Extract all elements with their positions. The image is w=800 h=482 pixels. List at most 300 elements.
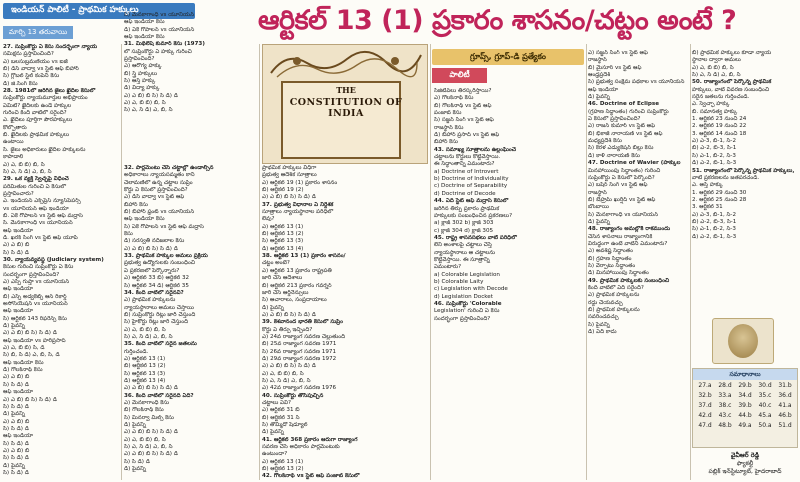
option-text: a) క్లాజ్ 302 b) క్లాజ్ 303 bbox=[434, 220, 494, 227]
option-text: ఎ) ప్రాథమిక హక్కులను bbox=[588, 292, 640, 299]
option-text: ఎ) ఎ, బి బి) బి, సి bbox=[124, 326, 166, 333]
question-text: 37. ప్రభుత్వ విధానాల ఏ నిర్దేశక bbox=[262, 201, 334, 208]
option-text: సి) ఎ, సి డి) ఎ, బి, సి bbox=[262, 377, 311, 384]
option-text: 3. ఆర్టికల్ 31 bbox=[692, 204, 723, 211]
option-text: మధ్యప్రదేశ్ కేసు bbox=[588, 138, 622, 145]
option-text: డి) పైవన్నీ bbox=[124, 422, 146, 429]
text-column-7 bbox=[692, 50, 798, 310]
section-label: ఇండియన్ పాలిటీ - ప్రాథమిక హక్కులు bbox=[3, 3, 195, 19]
option-text: బి) బెహ్రమ్ ఖుర్షీద్ vs స్టేట్ ఆఫ్ bbox=[588, 196, 656, 203]
option-text: ఎ) ఎ, బి బి) బి, సి bbox=[124, 436, 166, 443]
option-text: కాపాడాలి bbox=[3, 154, 24, 161]
option-text: సి) తొమ్మిదో షెడ్యూల్ bbox=[262, 422, 308, 429]
question-text: 36. కింది వాటిలో సరైనది ఏది? bbox=[124, 392, 194, 399]
answer-cell: 43.c bbox=[718, 412, 732, 419]
option-text: ఆఫ్ ఇండియా bbox=[3, 227, 34, 234]
option-text: సూత్రాలు న్యాయస్థానాల పరిధిలో bbox=[262, 209, 334, 216]
option-text: సి) సి డి) డి bbox=[3, 455, 29, 462]
option-text: ఆఫ్ ఇండియా bbox=[3, 286, 34, 293]
constitution-image bbox=[262, 44, 428, 164]
option-text: ఎ) ఎ బి) బి bbox=[3, 242, 30, 249]
answer-cell: 41.a bbox=[778, 402, 792, 409]
option-text: లేని అంశాలపై చట్టాలు చేస్తే bbox=[434, 242, 492, 249]
option-text: లేవు? bbox=[262, 216, 275, 223]
answer-cell: 45.a bbox=[758, 412, 772, 419]
option-text: బి) ప్రాథమిక హక్కులను bbox=[588, 307, 640, 314]
option-text: d) Doctrine of Decode bbox=[434, 190, 496, 197]
text-column-3 bbox=[124, 165, 258, 480]
option-text: c) క్లాజ్ 304 d) క్లాజ్ 305 bbox=[434, 227, 494, 234]
option-text: ఎ) మేనకాగాంధీ కేసు bbox=[124, 400, 170, 406]
option-text: చెలామణిలో ఉన్న చట్టాల సుప్రీం bbox=[124, 179, 193, 186]
option-text: బీహార్ కేసు bbox=[434, 139, 458, 146]
option-text: సి) సజ్జన్ సింగ్ vs స్టేట్ ఆఫ్ bbox=[434, 117, 494, 124]
option-text: సి) ఆర్టికల్ 143 రిఫరెన్స్ కేసు bbox=[3, 315, 67, 322]
option-text: జారీ చేసే ఆర్డినెన్సులు bbox=[262, 289, 309, 296]
option-text: అసోసియేషన్ vs యూనియన్ bbox=[3, 301, 68, 308]
option-text: ఎ) ఎ-3, బి-1, సి-2 bbox=[692, 138, 736, 145]
option-text: బి) బీహార్ ఫ్రంట్ vs యూనియన్ bbox=[124, 209, 195, 216]
option-text: సి) ఎ, సి డి) ఎ, బి, సి bbox=[124, 333, 173, 340]
option-text: సి) ఎ, సి డి) ఎ, బి, సి bbox=[3, 168, 52, 175]
option-text: ఎ) ఎ, బి బి) సి, డి bbox=[3, 345, 45, 352]
option-text: విరుద్ధంగా ఉంటే వాటిని ఏమంటారు? bbox=[588, 240, 668, 247]
question-text: 43. సమాఖ్య సూత్రాలను ఉల్లంఘించే bbox=[434, 146, 516, 153]
option-text: సి) సి డి) డి bbox=[3, 403, 29, 410]
option-text: బి. ఏకే గోపాలన్ vs స్టేట్ ఆఫ్ మద్రాస్ bbox=[3, 212, 83, 219]
answer-cell: 30.d bbox=[758, 382, 772, 389]
option-text: 1. ఆర్టికల్ 29 నుంచి 30 bbox=[692, 189, 747, 196]
author-org: పబ్లిక్ ఇన్‌స్టిట్యూట్, హైదరాబాద్ bbox=[708, 468, 782, 475]
option-text: బి) ఆర్టికల్ 13 (2) bbox=[124, 363, 166, 370]
option-text: బి) భికాజీ నారాయణ్ vs స్టేట్ ఆఫ్ bbox=[588, 130, 663, 137]
option-text: కోల్పోతారు bbox=[3, 124, 27, 131]
option-text: బి) గ్రహణ సిద్ధాంతం bbox=[588, 255, 632, 262]
question-text: 40. సుప్రీంకోర్టు తోసిపుచ్చిన bbox=[262, 392, 324, 399]
option-text: బి) ఆర్టికల్ 19 (2) bbox=[262, 187, 304, 194]
option-text: సి) హైకోర్టు రిట్లు జారీ చేస్తుంది bbox=[124, 319, 189, 326]
answer-cell: 35.c bbox=[758, 392, 772, 399]
option-text: ఎ. ఖైదీలు పూర్తిగా పౌరహక్కులు bbox=[3, 117, 73, 124]
answer-cell: 47.d bbox=[698, 422, 712, 429]
option-text: సీజిటివ్‌లు తిరస్కరిస్తాయి? bbox=[434, 88, 492, 94]
option-text: డి) ఏదీ కాదు bbox=[588, 329, 617, 336]
author-photo bbox=[712, 318, 774, 364]
answer-cell: 40.c bbox=[758, 402, 772, 409]
option-text: డి) విద్యా హక్కు bbox=[124, 85, 160, 92]
question-text: 35. కింది వాటిలో సరైన జతలను bbox=[124, 341, 197, 348]
answer-cell: 44.b bbox=[738, 412, 752, 419]
option-text: ఎ) బలసుబ్రమణియం vs ఐజీ bbox=[3, 58, 68, 65]
groups-tag: గ్రూప్స్, గ్రూప్-డి ప్రత్యేకం bbox=[432, 49, 584, 65]
question-text: 39. కేశవానంద భారతి కేసులో సుప్రీం bbox=[262, 319, 343, 326]
option-text: కొట్టివేస్తాయి. ఈ సూత్రాన్ని bbox=[434, 256, 490, 263]
option-text: ఎ) ఎ బి) బి సి) సి డి) డి bbox=[124, 385, 178, 392]
option-text: ఉంటాయి bbox=[3, 139, 24, 146]
option-text: ఎ) ఆర్టికల్ 13 (1) bbox=[262, 223, 304, 230]
option-text: రాజస్థాన్ bbox=[588, 189, 607, 196]
option-text: డి) ఆర్టికల్ 13 (4) bbox=[262, 245, 304, 252]
option-text: ఆంధ్రప్రదేశ్ bbox=[588, 72, 611, 79]
option-text: డి) కాళీ నారాయణ్ కేసు bbox=[588, 152, 640, 159]
option-text: d) Legislation Docket bbox=[434, 293, 493, 300]
option-text: స్థానాల ద్వారా అమలు bbox=[692, 57, 741, 64]
option-text: 3. ఆర్టికల్ 14 నుంచి 18 bbox=[692, 130, 747, 137]
option-text: సి) సి డి) డి bbox=[3, 249, 29, 256]
option-text: డి) పైవన్నీ bbox=[588, 94, 610, 101]
option-text: b) Doctrine of Individuality bbox=[434, 176, 509, 183]
option-text: సరైన జతలను గుర్తించండి. bbox=[692, 94, 750, 101]
option-text: రాజస్థాన్ కేసు bbox=[434, 124, 464, 131]
option-text: సి) ఆర్టికల్ 13 (3) bbox=[124, 370, 166, 377]
option-text: సి) ఆస్తి హక్కు bbox=[124, 78, 156, 85]
answer-cell: 34.d bbox=[738, 392, 752, 399]
option-text: జారీ చేసే ఆదేశాలు bbox=[262, 275, 303, 282]
option-text: ఎ) ఎ, బి బి) బి, సి bbox=[262, 370, 304, 377]
option-text: బి) సుప్రీంకోర్టు రిట్లు జారీ చేస్తుంది bbox=[124, 311, 196, 318]
option-text: సి) సి డి) డి bbox=[124, 458, 150, 465]
author-credit bbox=[692, 452, 798, 476]
option-text: సుప్రీంకోర్టు ఏ కేసులో పేర్కొంది? bbox=[588, 174, 655, 181]
question-text: 49. ప్రాథమిక హక్కులకు సంబంధించి bbox=[588, 277, 670, 284]
option-text: డి) పైవన్నీ bbox=[588, 218, 610, 225]
option-text: డి) గోలక్‌నాథ్ కేసు bbox=[3, 367, 43, 374]
option-text: ఎ) అవశిష్ట సిద్ధాంతం bbox=[588, 248, 633, 255]
option-text: ప్రస్తావించింది? bbox=[124, 56, 155, 63]
option-text: కింది వాటిలో ఏది సరైంది? bbox=[588, 285, 644, 291]
answer-cell: 37.d bbox=[698, 402, 712, 409]
option-text: కేసుల గురించి సుప్రీంకోర్టు ఏ కేసు bbox=[3, 264, 74, 271]
option-text: సి) ఆర్టికల్ 13 (3) bbox=[262, 238, 304, 245]
option-text: ఎ) ఎస్పీ గుప్తా vs యూనియన్ bbox=[3, 279, 70, 285]
option-text: బి) గోలక్‌నాథ్ కేసు bbox=[124, 407, 164, 414]
option-text: చట్టాలు ఏవి? bbox=[262, 400, 291, 406]
author-role: ఫ్యాకల్టీ bbox=[736, 460, 754, 467]
page-headline: ఆర్టికల్ 13 (1) ప్రకారం శాసనం/చట్టం అంటే ? bbox=[258, 5, 737, 36]
question-text: 44. ఏది స్టేట్ ఆఫ్ మద్రాస్ కేసులో bbox=[434, 198, 509, 205]
question-text: 51. రాజ్యాంగంలో పేర్కొన్న ప్రాథమిక హక్కులు, bbox=[692, 167, 795, 174]
option-text: ప్రస్తావించారు? bbox=[3, 190, 34, 197]
column-divider bbox=[690, 44, 691, 480]
option-text: డి) ఎ-2, బి-1, సి-3 bbox=[692, 233, 737, 240]
option-text: b) Colorable Laity bbox=[434, 278, 484, 285]
option-text: ఎ) సజ్జన్ సింగ్ vs స్టేట్ ఆఫ్ bbox=[588, 50, 648, 56]
option-text: కోర్టు ఏ తీర్పు ఇచ్చింది? bbox=[262, 326, 313, 333]
option-text: ఎ) ఆర్టికల్ 13 (1) bbox=[262, 458, 304, 465]
option-text: డి) ఆర్టికల్ 13 (4) bbox=[124, 377, 166, 384]
option-text: సి) ఎ, సి డి) ఎ, బి, సి bbox=[124, 444, 173, 451]
option-text: డి) పైవన్నీ bbox=[262, 304, 284, 311]
option-text: ఎ. స్వేచ్ఛా హక్కు bbox=[692, 101, 730, 108]
option-text: సి) మేనకాగాంధీ vs యూనియన్ bbox=[124, 12, 195, 18]
option-text: ఆఫ్ ఇండియా కేసు bbox=[124, 34, 165, 41]
option-text: డి) పైవన్నీ bbox=[3, 411, 25, 418]
option-text: సి) గ్లోబల్ స్టీల్ కంపెనీ కేసు bbox=[3, 73, 60, 80]
question-text: 45. రాష్ట్ర శాసనసభలు వాటి పరిధిలో bbox=[434, 234, 517, 241]
option-text: సి) సి డి) డి bbox=[3, 381, 29, 388]
question-text: 50. రాజ్యాంగంలో పేర్కొన్న ప్రాథమిక bbox=[692, 79, 772, 86]
question-text: 48. రాజ్యాంగం అమల్లోకి రాకముందు bbox=[588, 226, 671, 233]
question-text: 28. 1981లో జరిగిన జైలు ఖైదీల కేసులో bbox=[3, 88, 96, 95]
option-text: ఎ) ఎ బి) బి సి) సి డి) డి bbox=[124, 451, 178, 458]
option-text: ఆఫ్ ఇండియా bbox=[588, 86, 619, 93]
question-text: 42. గోలక్‌నాథ్ vs స్టేట్ ఆఫ్ పంజాబ్ కేసులో bbox=[262, 473, 360, 480]
option-text: ఎ) ఎ బి) బి సి) సి డి) డి bbox=[124, 92, 178, 99]
option-text: డి) 29వ రాజ్యాంగ సవరణ 1972 bbox=[262, 355, 337, 362]
column-divider bbox=[430, 44, 431, 480]
question-text: 41. ఆర్టికల్ 368 ప్రకారం ఆరుగా రాజ్యాంగ bbox=[262, 436, 358, 443]
answer-cell: 36.d bbox=[778, 392, 792, 399]
question-text: 30. న్యాయవ్యవస్థ (Judiciary system) bbox=[3, 256, 104, 263]
polity-tag: పాలిటీ bbox=[432, 68, 487, 83]
option-text: బి) డీసీ వాద్వా vs స్టేట్ ఆఫ్ బీహార్ bbox=[3, 66, 79, 73]
option-text: ఎ) ఆర్టికల్ 19 (1) ప్రకారం శాసనం bbox=[262, 179, 338, 186]
portrait-icon bbox=[728, 324, 758, 358]
option-text: ఏ కేసులో ప్రస్తావించింది? bbox=[588, 116, 641, 123]
option-text: సవరణ చేసే అధికారం పార్లమెంటుకు bbox=[262, 444, 340, 451]
option-text: ఎ) బషీర్ సింగ్ vs స్టేట్ ఆఫ్ bbox=[588, 182, 648, 189]
option-text: ఎ) ఎ బి) బి bbox=[3, 447, 30, 454]
question-text: 31. మిథిలేష్ కుమార్ కేసు (1973) bbox=[124, 41, 205, 48]
option-text: ఆఫ్ ఇండియా కేసు bbox=[124, 19, 165, 26]
option-text: ఆఫ్ ఇండియా కేసు bbox=[124, 216, 165, 223]
answers-heading: సమాధానాలు bbox=[693, 369, 797, 380]
option-text: సి) ఎ-1, బి-2, సి-3 bbox=[692, 226, 736, 233]
answer-cell: 29.b bbox=[738, 382, 752, 389]
option-text: డి) సరస్వతీ నదీజలాల కేసు bbox=[124, 238, 185, 245]
option-text: బి) ఎస్సీ అడ్వకేట్స్ ఆన్ రికార్డ్ bbox=[3, 293, 67, 300]
option-text: ఉంటుందా? bbox=[262, 451, 288, 458]
option-text: ప్రాథమిక హక్కులు విధిగా bbox=[262, 165, 317, 171]
option-text: డి) జి.సింగ్ కేసు bbox=[3, 80, 38, 87]
option-text: ప్రభుత్వ ఆదేశిక సూత్రాలు bbox=[262, 172, 317, 179]
author-name: వైవీఆర్ రెడ్డి bbox=[730, 452, 760, 459]
text-column-6 bbox=[588, 50, 688, 480]
text-column-4 bbox=[262, 165, 426, 480]
option-text: బి) ప్రాథమిక హక్కులు కూడా న్యాయ bbox=[692, 50, 772, 56]
option-text: పంజాబ్ కేసు bbox=[434, 110, 462, 117]
option-text: హక్కులకు సంబంధించిన ప్రకరణలు? bbox=[434, 212, 513, 219]
option-text: బీహార్ కేసు bbox=[124, 201, 148, 208]
option-text: బి) మైసూర్ vs స్టేట్ ఆఫ్ bbox=[588, 64, 642, 71]
option-text: ఎ) ఆర్టికల్ 13 ప్రకారం రాష్ట్రపతి bbox=[262, 267, 332, 274]
option-text: సి) బి, సి డి) ఎ, బి, సి, డి bbox=[3, 352, 60, 359]
question-text: 27. సుప్రీంకోర్టు ఏ కేసు సందర్భంగా న్యాయ bbox=[3, 44, 98, 50]
option-text: ఆఫ్ ఇండియా bbox=[3, 308, 34, 315]
option-text: సి) ఆర్టికల్ 34 డి) ఆర్టికల్ 35 bbox=[124, 282, 189, 289]
answer-cell: 51.d bbox=[778, 422, 792, 429]
option-text: గురించి కింది వాటిలో సరైంది? bbox=[3, 110, 67, 117]
option-text: సందర్భంగా ప్రస్తావించింది? bbox=[434, 315, 491, 322]
answer-cell: 38.c bbox=[718, 402, 732, 409]
answer-cell: 48.b bbox=[718, 422, 732, 429]
option-text: పరిమితుల గురించి ఏ కేసులో bbox=[3, 183, 66, 190]
option-text: ఎ) 24వ రాజ్యాంగ సవరణ చెల్లుతుంది bbox=[262, 333, 346, 340]
option-text: డి. ఖరక్ సింగ్ vs స్టేట్ ఆఫ్ యూపీ bbox=[3, 234, 78, 241]
option-text: c) Doctrine of Separability bbox=[434, 183, 508, 190]
option-text: అధికారాలు న్యాయసమ్మతం కాని bbox=[124, 172, 195, 179]
option-text: ఆఫ్ ఇండియా కేసు bbox=[3, 359, 44, 366]
option-text: సి) మినర్వా మిల్స్ కేసు bbox=[124, 414, 174, 421]
question-text: 34. కింది వాటిలో సరైనవి? bbox=[124, 289, 184, 296]
option-text: సి. జైలు అధికారులు ఖైదీల హక్కులను bbox=[3, 146, 86, 153]
option-text: వాటి ప్రకరణలను జతపరచండి. bbox=[692, 174, 760, 181]
option-text: ఎ) ఎ, బి బి) బి, సి bbox=[124, 100, 166, 107]
option-text: హక్కులు, వాటి వివరణ సంబంధించి bbox=[692, 86, 770, 93]
option-text: మినహాయింపు సిద్ధాంతం) గురించి bbox=[588, 167, 661, 174]
option-text: ప్రభుత్వ ఉద్యోగులకు సంబంధించి bbox=[124, 260, 196, 267]
option-text: సి) ప్రభుత్వ సంక్షేమ పథకాల vs యూనియన్ bbox=[588, 79, 685, 86]
option-text: బి) ఆర్టికల్ 31 సి bbox=[262, 414, 300, 421]
option-text: ఎ) ఎ బి) బి సి) సి డి) డి bbox=[3, 396, 57, 403]
option-text: 1. ఆర్టికల్ 23 నుంచి 24 bbox=[692, 116, 747, 123]
option-text: (గ్రహణ సిద్ధాంతం) గురించి సుప్రీంకోర్టు bbox=[588, 108, 669, 115]
option-text: సవరించవచ్చు bbox=[588, 314, 619, 321]
column-divider bbox=[259, 44, 260, 480]
option-text: బి) ఎ-2, బి-3, సి-1 bbox=[692, 218, 737, 225]
option-text: ఎ) ఎ-3, బి-1, సి-2 bbox=[692, 211, 736, 218]
option-text: ఎ. ఆస్తి హక్కు bbox=[692, 182, 723, 189]
answer-cell: 39.b bbox=[738, 402, 752, 409]
image-title-text: CONSTITUTION OF INDIA bbox=[289, 97, 403, 119]
option-text: ఎ) ఆర్టికల్ 13 (1) bbox=[124, 355, 166, 362]
option-text: బి. ఖైదీలకు ప్రాథమిక హక్కులు bbox=[3, 132, 70, 139]
option-text: బొంబాయి bbox=[588, 204, 609, 211]
option-text: సి) ఎ, సి డి) ఎ, బి, సి bbox=[692, 72, 741, 79]
option-text: ఎ) ఎ బి) బి సి) సి డి) డి bbox=[124, 245, 178, 252]
option-text: బి) స్త్రీ హక్కులు bbox=[124, 70, 158, 77]
answer-cell: 33.a bbox=[718, 392, 732, 399]
option-text: ఎ) ఎ, బి బి) బి, సి bbox=[692, 64, 734, 71]
text-column-2 bbox=[124, 12, 258, 116]
option-text: ఎ) 42వ రాజ్యాంగ సవరణ 1976 bbox=[262, 385, 337, 392]
option-text: ఆఫ్ ఇండియా vs హరిప్రసాద్ bbox=[3, 337, 66, 344]
option-text: డి) ఏకే గోపాలన్ vs యూనియన్ bbox=[124, 26, 195, 33]
option-text: ఏ ప్రకరణలో పేర్కొన్నారు? bbox=[124, 267, 180, 274]
question-text: 38. ఆర్టికల్ 13 (1) ప్రకారం శాసనం/ bbox=[262, 253, 346, 260]
option-text: న్యాయస్థానాలు ఆ చట్టాలను bbox=[434, 249, 496, 256]
option-text: సి) వేర్పాటు సిద్ధాంతం bbox=[588, 262, 636, 269]
option-text: Legislation' గురించి ఏ కేసు bbox=[434, 308, 500, 315]
option-text: సుప్రీంకోర్టు న్యాయమూర్తుల అభిప్రాయం bbox=[3, 95, 88, 102]
text-column-5 bbox=[434, 88, 584, 480]
option-text: సి) ఎ-1, బి-2, సి-3 bbox=[692, 152, 736, 159]
option-text: సి) ఏకే గోపాలన్ vs స్టేట్ ఆఫ్ మద్రాస్ bbox=[124, 223, 204, 230]
answers-box bbox=[692, 368, 798, 448]
option-text: a) Doctrine of Introvert bbox=[434, 168, 499, 175]
question-text: 47. Doctrine of Wavier (హక్కుల bbox=[588, 160, 681, 167]
option-text: డి) పైవన్నీ bbox=[3, 323, 25, 330]
option-text: బి) ఆర్టికల్ 13 (2) bbox=[262, 466, 304, 473]
option-text: సి) మేనకాగాంధీ vs యూనియన్ bbox=[588, 211, 659, 218]
option-text: ఎ) ఎ బి) బి సి) సి డి) డి bbox=[262, 363, 316, 370]
option-text: ఈ సిద్ధాంతాన్ని ఏమంటారు? bbox=[434, 161, 495, 168]
option-text: ఎ. ఇండియన్ ఎక్స్‌ప్రెస్ న్యూస్‌పేపర్స్ bbox=[3, 198, 81, 205]
option-text: ఎ) ఎ బి) బి bbox=[3, 374, 30, 381]
option-text: ఎ) ఎ బి) బి సి) సి డి) డి bbox=[124, 429, 178, 436]
option-text: ఆఫ్ ఇండియా bbox=[3, 389, 34, 396]
option-text: డి) పైవన్నీ bbox=[262, 429, 284, 436]
option-text: కేసు bbox=[124, 231, 133, 238]
option-text: సి) 26వ రాజ్యాంగ సవరణ 1971 bbox=[262, 348, 337, 355]
option-text: ఏమిటి? ఖైదీలకు ఉండే హక్కుల bbox=[3, 102, 72, 109]
option-text: సందర్భంగా ప్రస్తావించింది? bbox=[3, 271, 60, 278]
option-text: బి) 25వ రాజ్యాంగ సవరణ 1971 bbox=[262, 341, 337, 348]
option-text: ఎ) ఆరోగ్య హక్కు bbox=[124, 63, 162, 70]
option-text: సమీక్షను ప్రస్తావించింది? bbox=[3, 51, 54, 58]
option-text: సి. మేనకాగాంధీ vs యూనియన్ bbox=[3, 220, 73, 227]
option-text: సి) పైవన్నీ bbox=[588, 321, 610, 328]
option-text: ఎ) ఎ బి) బి bbox=[3, 418, 30, 425]
option-text: ఎ) రాజన్ కుమార్ vs స్టేట్ ఆఫ్ bbox=[588, 123, 656, 130]
option-text: ఎ) గోలక్‌నాథ్ కేసు bbox=[434, 95, 474, 102]
ornament-icon bbox=[267, 49, 425, 79]
column-divider bbox=[586, 44, 587, 480]
answer-cell: 27.a bbox=[698, 382, 712, 389]
answer-cell: 49.a bbox=[738, 422, 752, 429]
option-text: డి) బీహార్ ప్రసాద్ vs స్టేట్ ఆఫ్ bbox=[434, 132, 500, 139]
question-text: 46. సుప్రీంకోర్టు 'Colorable bbox=[434, 300, 502, 307]
continuation-label: మార్చి 13 తరువాయి bbox=[3, 26, 73, 39]
answer-cell: 50.a bbox=[758, 422, 772, 429]
option-text: 2. ఆర్టికల్ 19 నుంచి 22 bbox=[692, 123, 747, 130]
option-text: చట్టం అంటే? bbox=[262, 260, 290, 267]
image-the-text: THE bbox=[336, 85, 356, 95]
option-text: c) Legislation with Decode bbox=[434, 286, 508, 293]
option-text: న్యాయస్థానాలు అమలు చేస్తాయి bbox=[124, 304, 194, 311]
option-text: డి) మినహాయింపు సిద్ధాంతం bbox=[588, 270, 649, 277]
option-text: సి) ఎ, సి డి) ఎ, బి, సి bbox=[124, 107, 173, 114]
text-column-1 bbox=[3, 44, 121, 480]
question-text: 46. Doctrine of Eclipse bbox=[588, 101, 660, 108]
answer-cell: 42.d bbox=[698, 412, 712, 419]
option-text: సి) ఆచారాలు, సంప్రదాయాలు bbox=[262, 297, 327, 304]
option-text: జరిగిన తీర్పు ప్రకారం ప్రాథమిక bbox=[434, 205, 500, 212]
option-text: చేసిన శాసనాలు రాజ్యాంగానికి bbox=[588, 233, 653, 240]
option-text: ఎ) డీసీ వాద్వా vs స్టేట్ ఆఫ్ bbox=[124, 194, 185, 201]
option-text: బి) గోలక్‌నాథ్ vs స్టేట్ ఆఫ్ bbox=[434, 102, 492, 109]
option-text: డి) పైవన్నీ bbox=[3, 462, 25, 469]
option-text: లో సుప్రీంకోర్టు ఏ హక్కు గురించి bbox=[124, 48, 192, 55]
option-text: ఎ) ఆర్టికల్ 31 బి bbox=[262, 407, 300, 414]
option-text: సి) సి డి) డి bbox=[3, 440, 29, 447]
option-text: ఎ) ఆర్టికల్ 33 బి) ఆర్టికల్ 32 bbox=[124, 275, 190, 282]
option-text: ఎ) ప్రాథమిక హక్కులను bbox=[124, 297, 176, 304]
option-text: a) Colorable Legislation bbox=[434, 271, 500, 278]
answer-cell: 46.b bbox=[778, 412, 792, 419]
option-text: చట్టాలను కోర్టులు కొట్టివేస్తాయి. bbox=[434, 154, 501, 161]
option-text: vs యూనియన్ ఆఫ్ ఇండియా bbox=[3, 205, 69, 212]
option-text: ఎ) ఎ బి) బి సి) సి డి) డి bbox=[262, 194, 316, 201]
option-text: ఎ) ఎ, బి బి) బి, సి bbox=[3, 161, 45, 168]
answer-cell: 28.d bbox=[718, 382, 732, 389]
option-text: రద్దు చేయవచ్చు bbox=[588, 299, 623, 306]
option-text: బి) ఎ-2, బి-3, సి-1 bbox=[692, 145, 737, 152]
option-text: సి) కేరళ ఎడ్యుకేషన్ బిల్లు కేసు bbox=[588, 145, 654, 152]
option-text: గుర్తించండి. bbox=[124, 348, 149, 355]
option-text: సి) సి డి) డి bbox=[3, 425, 29, 432]
option-text: ఏమంటారు? bbox=[434, 264, 462, 271]
option-text: కోర్టు ఏ కేసులో ప్రస్తావించింది? bbox=[124, 187, 188, 194]
option-text: ఎ) ఎ బి) బి సి) సి డి) డి bbox=[262, 311, 316, 318]
option-text: డి) ఎ-2, బి-1, సి-3 bbox=[692, 160, 737, 167]
option-text: బి. సమానత్వ హక్కు bbox=[692, 108, 738, 115]
question-text: 33. ప్రాథమిక హక్కుల అమలు ప్రక్రియ bbox=[124, 253, 208, 260]
option-text: రాజస్థాన్ bbox=[588, 57, 607, 64]
option-text: 2. ఆర్టికల్ 25 నుంచి 28 bbox=[692, 196, 747, 203]
option-text: ఆఫ్ ఇండియా bbox=[3, 433, 34, 440]
answers-grid bbox=[693, 380, 797, 431]
